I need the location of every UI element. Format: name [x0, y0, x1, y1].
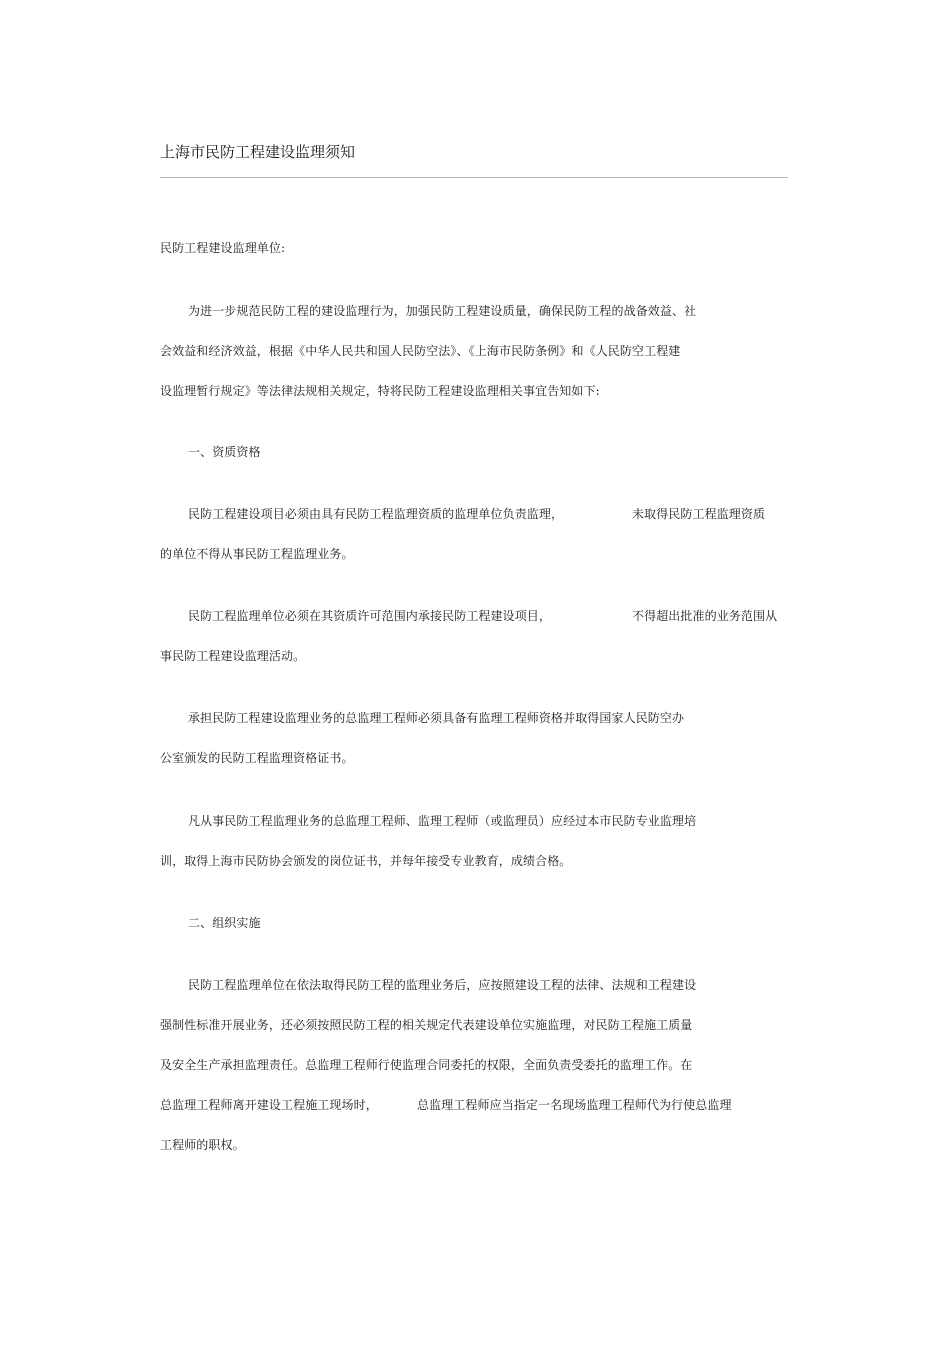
section-1-p2-line-1a: 民防工程监理单位必须在其资质许可范围内承接民防工程建设项目， — [188, 609, 552, 623]
intro-line-3: 设监理暂行规定》等法律法规相关规定，特将民防工程建设监理相关事宜告知如下: — [160, 384, 600, 398]
section-1-p3-line-1: 承担民防工程建设监理业务的总监理工程师必须具备有监理工程师资格并取得国家人民防空办 — [188, 711, 685, 725]
section-2-p1-line-3: 及安全生产承担监理责任。总监理工程师行使监理合同委托的权限，全面负责受委托的监理工作。在 — [160, 1058, 693, 1072]
section-1-p4-line-1: 凡从事民防工程监理业务的总监理工程师、监理工程师（或监理员）应经过本市民防专业监理培 — [188, 814, 697, 828]
section-2-p1-line-2: 强制性标准开展业务，还必须按照民防工程的相关规定代表建设单位实施监理，对民防工程施工质量 — [160, 1018, 693, 1032]
section-2-heading: 二、组织实施 — [188, 916, 261, 930]
section-2-p1-line-1: 民防工程监理单位在依法取得民防工程的监理业务后，应按照建设工程的法律、法规和工程建设 — [188, 978, 697, 992]
section-1-heading: 一、资质资格 — [188, 445, 261, 459]
section-1-p2-line-1b: 不得超出批准的业务范围从 — [632, 609, 778, 623]
section-1-p1-line-2: 的单位不得从事民防工程监理业务。 — [160, 547, 354, 561]
intro-line-2: 会效益和经济效益，根据《中华人民共和国人民防空法》、《上海市民防条例》和《人民防空工程建 — [160, 344, 681, 358]
document-title: 上海市民防工程建设监理须知 — [160, 143, 356, 161]
section-2-p1-line-4a: 总监理工程师离开建设工程施工现场时， — [160, 1098, 378, 1112]
section-1-p1-line-1b: 未取得民防工程监理资质 — [632, 507, 766, 521]
title-divider — [160, 177, 788, 178]
section-1-p1-line-1a: 民防工程建设项目必须由具有民防工程监理资质的监理单位负责监理， — [188, 507, 564, 521]
section-1-p4-line-2: 训，取得上海市民防协会颁发的岗位证书，并每年接受专业教育，成绩合格。 — [160, 854, 572, 868]
section-1-p3-line-2: 公室颁发的民防工程监理资格证书。 — [160, 751, 354, 765]
salutation: 民防工程建设监理单位: — [160, 241, 286, 255]
section-1-p2-line-2: 事民防工程建设监理活动。 — [160, 649, 306, 663]
section-2-p1-line-4b: 总监理工程师应当指定一名现场监理工程师代为行使总监理 — [417, 1098, 732, 1112]
intro-line-1: 为进一步规范民防工程的建设监理行为，加强民防工程建设质量，确保民防工程的战备效益、社 — [188, 304, 697, 318]
section-2-p1-line-5: 工程师的职权。 — [160, 1138, 245, 1152]
